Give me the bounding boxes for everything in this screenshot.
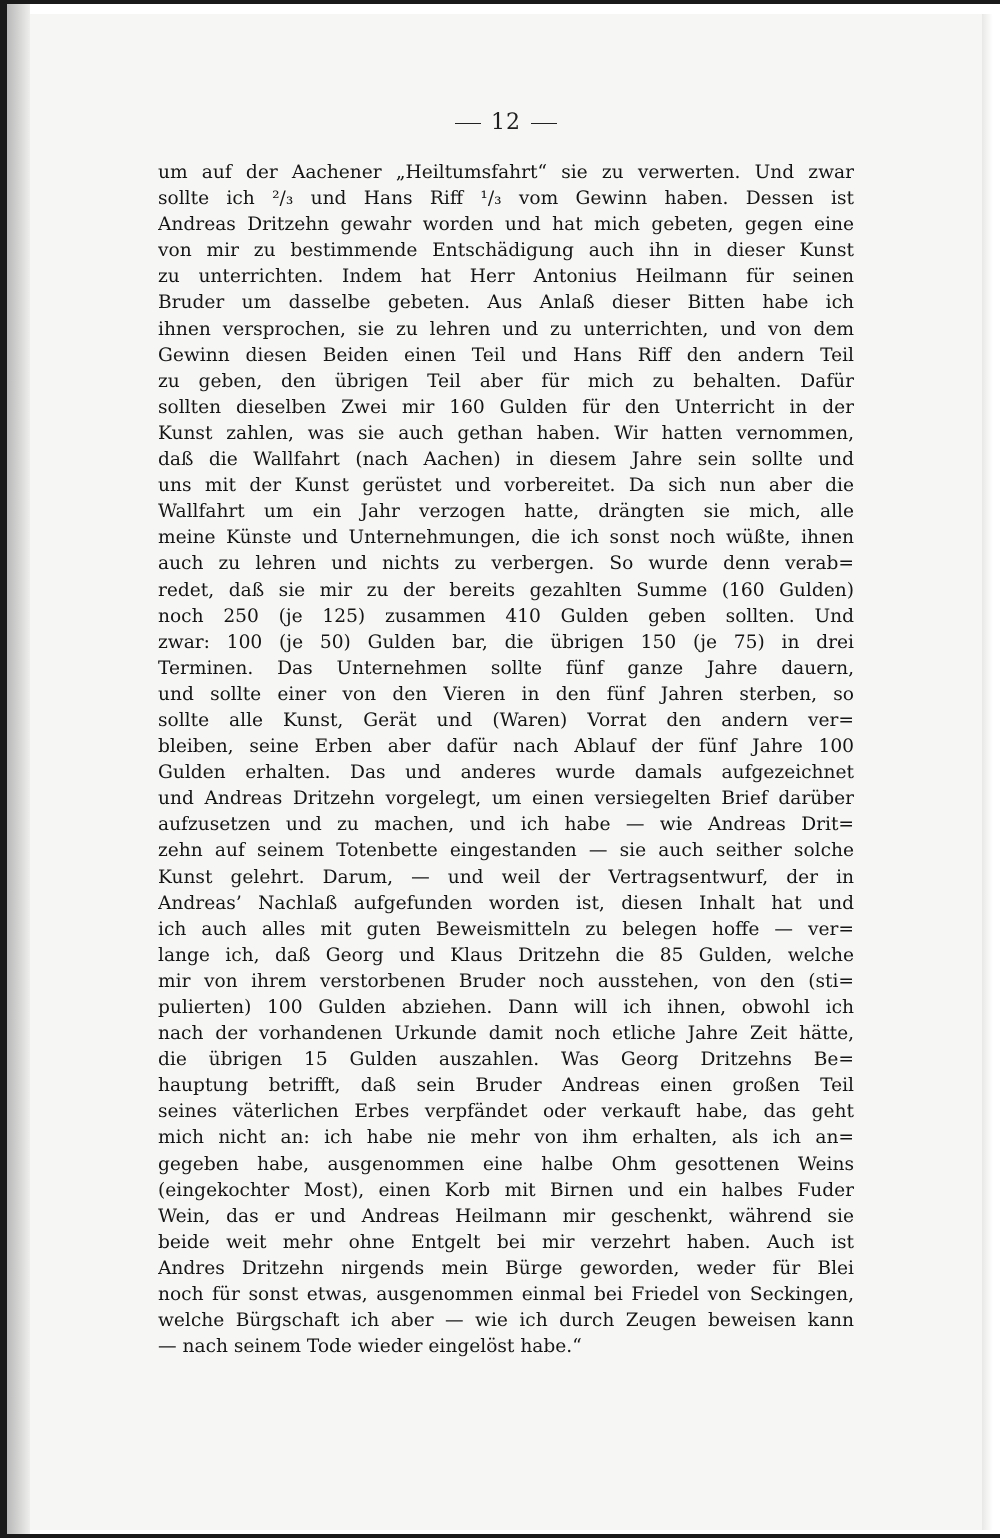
- text-line: sollten dieselben Zwei mir 160 Gulden für den Unterricht in der: [158, 396, 854, 418]
- text-line: von mir zu bestimmende Entschädigung auch ihn in dieser Kunst: [158, 240, 854, 262]
- text-line: sollte ich ²/₃ und Hans Riff ¹/₃ vom Gewinn haben. Dessen ist: [158, 188, 854, 210]
- text-line: welche Bürgschaft ich aber — wie ich durch Zeugen beweisen kann: [158, 1310, 854, 1332]
- text-line: Andreas Dritzehn gewahr worden und hat mich gebeten, gegen eine: [158, 214, 854, 236]
- page-number-dash-right: [531, 123, 557, 124]
- text-line: Kunst gelehrt. Darum, — und weil der Vertragsentwurf, der in: [158, 866, 854, 888]
- text-line: Terminen. Das Unternehmen sollte fünf ganze Jahre dauern,: [158, 657, 854, 679]
- text-line: auch zu lehren und nichts zu verbergen. So wurde denn verab=: [158, 553, 854, 575]
- text-line: zehn auf seinem Totenbette eingestanden — sie auch seither solche: [158, 840, 854, 862]
- text-line: die übrigen 15 Gulden auszahlen. Was Georg Dritzehns Be=: [158, 1049, 854, 1071]
- text-line: seines väterlichen Erbes verpfändet oder verkauft habe, das geht: [158, 1101, 854, 1123]
- text-line: Wein, das er und Andreas Heilmann mir geschenkt, während sie: [158, 1205, 854, 1227]
- text-line: Wallfahrt um ein Jahr verzogen hatte, drängten sie mich, alle: [158, 501, 854, 523]
- text-line: noch 250 (je 125) zusammen 410 Gulden geben sollten. Und: [158, 605, 854, 627]
- text-line: Gewinn diesen Beiden einen Teil und Hans Riff den andern Teil: [158, 344, 854, 366]
- body-text: [158, 160, 854, 1360]
- text-line: Gulden erhalten. Das und anderes wurde damals aufgezeichnet: [158, 762, 854, 784]
- text-line: gegeben habe, ausgenommen eine halbe Ohm gesottenen Weins: [158, 1153, 854, 1175]
- text-line: aufzusetzen und zu machen, und ich habe — wie Andreas Drit=: [158, 814, 854, 836]
- text-line: zu unterrichten. Indem hat Herr Antonius Heilmann für seinen: [158, 266, 854, 288]
- text-line: redet, daß sie mir zu der bereits gezahlten Summe (160 Gulden): [158, 579, 854, 601]
- text-line: mich nicht an: ich habe nie mehr von ihm erhalten, als ich an=: [158, 1127, 854, 1149]
- text-line: um auf der Aachener „Heiltumsfahrt“ sie zu verwerten. Und zwar: [158, 162, 854, 183]
- text-line: sollte alle Kunst, Gerät und (Waren) Vorrat den andern ver=: [158, 709, 854, 731]
- text-line: pulierten) 100 Gulden abziehen. Dann will ich ihnen, obwohl ich: [158, 997, 854, 1018]
- text-line: zwar: 100 (je 50) Gulden bar, die übrigen 150 (je 75) in drei: [158, 631, 854, 653]
- text-line: daß die Wallfahrt (nach Aachen) in diesem Jahre sein sollte und: [158, 449, 854, 471]
- text-line: bleiben, seine Erben aber dafür nach Ablauf der fünf Jahre 100: [158, 736, 854, 758]
- text-line: Andreas’ Nachlaß aufgefunden worden ist, diesen Inhalt hat und: [158, 892, 854, 914]
- page-number-value: 12: [491, 110, 521, 135]
- page-number: [30, 110, 982, 135]
- text-line: Kunst zahlen, was sie auch gethan haben. Wir hatten vernommen,: [158, 422, 854, 444]
- book-page: [30, 14, 983, 1530]
- text-line: beide weit mehr ohne Entgelt bei mir verzehrt haben. Auch ist: [158, 1231, 854, 1253]
- text-line: (eingekochter Most), einen Korb mit Birnen und ein halbes Fuder: [158, 1179, 854, 1201]
- text-line: ich auch alles mit guten Beweismitteln zu belegen hoffe — ver=: [158, 918, 854, 940]
- text-line: noch für sonst etwas, ausgenommen einmal bei Friedel von Seckingen,: [158, 1284, 854, 1306]
- text-line: meine Künste und Unternehmungen, die ich sonst noch wüßte, ihnen: [158, 527, 854, 549]
- text-line: und sollte einer von den Vieren in den fünf Jahren sterben, so: [158, 683, 854, 705]
- text-line: hauptung betrifft, daß sein Bruder Andreas einen großen Teil: [158, 1075, 854, 1097]
- page-right-edge: [982, 14, 1000, 1530]
- text-line: nach der vorhandenen Urkunde damit noch etliche Jahre Zeit hätte,: [158, 1023, 854, 1045]
- text-line: uns mit der Kunst gerüstet und vorbereitet. Da sich nun aber die: [158, 475, 854, 497]
- text-line: mir von ihrem verstorbenen Bruder noch ausstehen, von den (sti=: [158, 970, 854, 992]
- text-line: ihnen versprochen, sie zu lehren und zu unterrichten, und von dem: [158, 318, 854, 340]
- binding-gutter-shadow: [7, 4, 30, 1534]
- text-line: Bruder um dasselbe gebeten. Aus Anlaß dieser Bitten habe ich: [158, 292, 854, 314]
- text-line: Andres Dritzehn nirgends mein Bürge geworden, weder für Blei: [158, 1257, 854, 1279]
- text-line: lange ich, daß Georg und Klaus Dritzehn die 85 Gulden, welche: [158, 944, 854, 966]
- text-line: und Andreas Dritzehn vorgelegt, um einen versiegelten Brief darüber: [158, 788, 854, 810]
- page-number-dash-left: [455, 123, 481, 124]
- text-line: — nach seinem Tode wieder eingelöst habe.“: [158, 1336, 582, 1358]
- text-line: zu geben, den übrigen Teil aber für mich zu behalten. Dafür: [158, 370, 854, 392]
